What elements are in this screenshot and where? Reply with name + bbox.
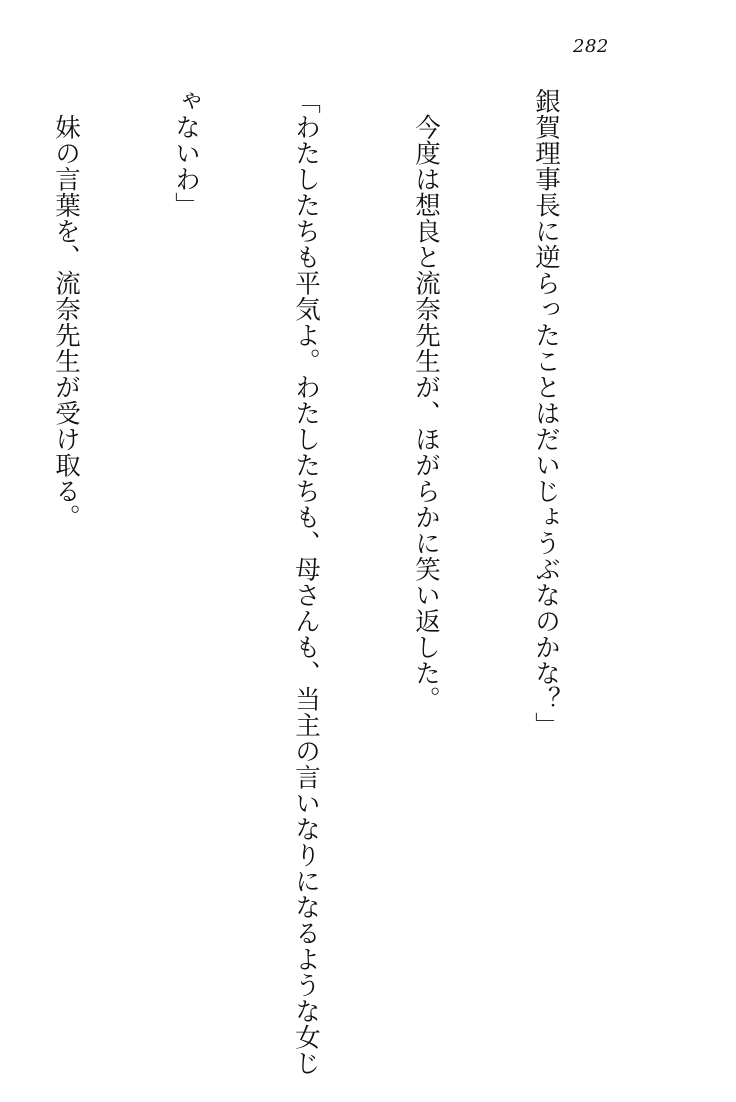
text-line: 今度は想良と流奈先生が、ほがらかに笑い返した。: [411, 88, 441, 712]
text-line: ゃないわ」: [171, 88, 201, 218]
text-line: 「わたしたちも平気よ。わたしたちも、母さんも、当主の言いなりになるような女じ: [291, 88, 321, 1076]
page-number: 282: [573, 36, 609, 57]
text-line: 銀賀理事長に逆らったことはだいじょうぶなのかな？」: [531, 88, 561, 738]
body-text: [0, 88, 646, 1076]
text-line: 妹の言葉を、流奈先生が受け取る。: [51, 88, 81, 530]
